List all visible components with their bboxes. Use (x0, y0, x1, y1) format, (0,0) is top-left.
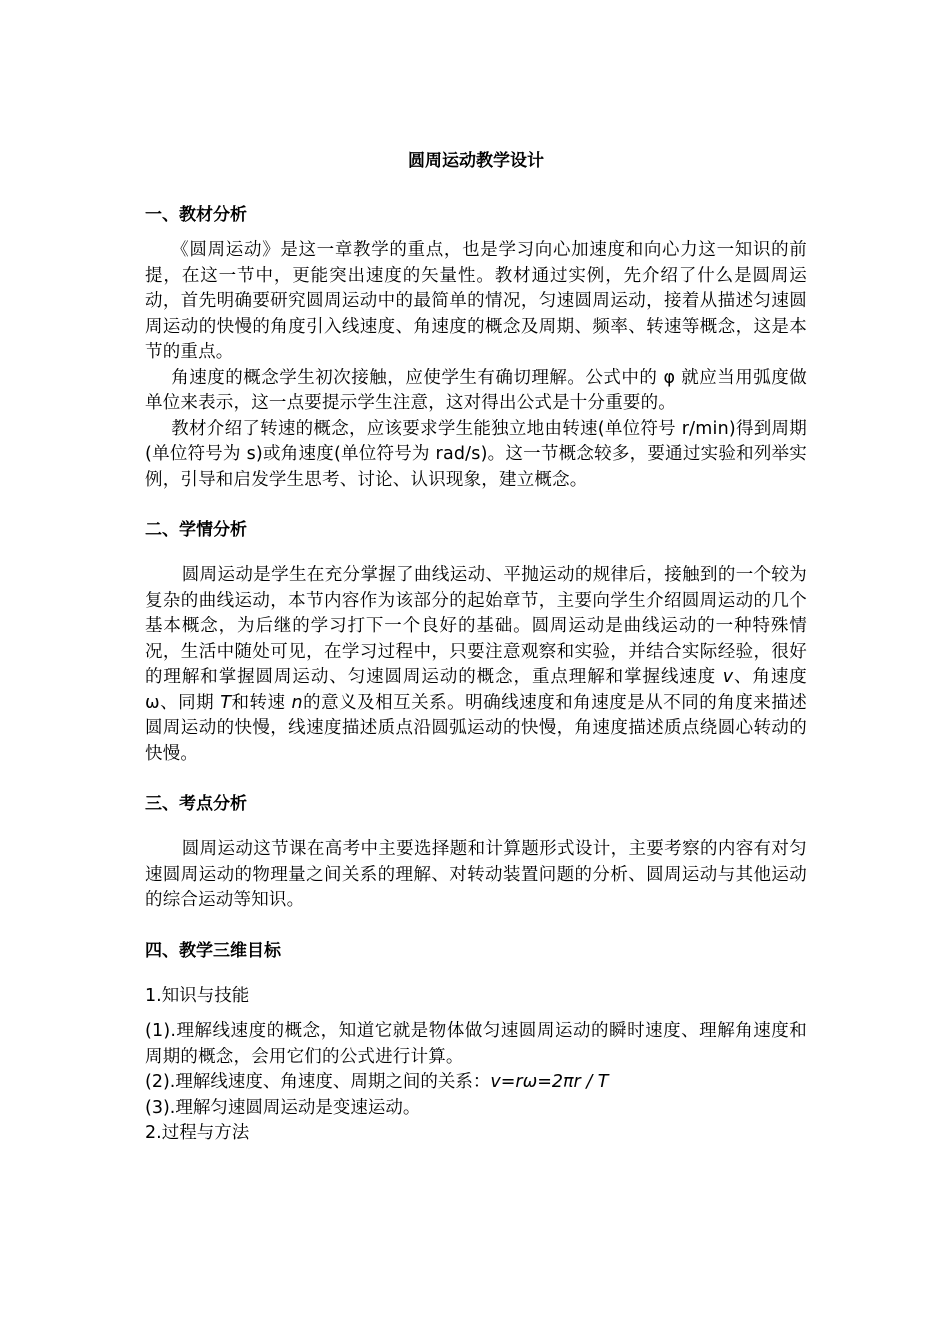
text-run: 的意义及相互关系。明确线速度和角速度是从不同的角度来描述圆周运动的快慢，线速度描述质点沿圆弧运动的快慢，角速度描述质点绕圆心转动的快慢。 (145, 692, 807, 764)
paragraph: 角速度的概念学生初次接触，应使学生有确切理解。公式中的 φ 就应当用弧度做单位来表示，这一点要提示学生注意，这对得出公式是十分重要的。 (145, 367, 807, 413)
symbol-v: v (722, 667, 734, 687)
paragraph: 教材介绍了转速的概念，应该要求学生能独立地由转速(单位符号 r/min)得到周期(单位符号为 s)或角速度(单位符号为 rad/s)。这一节概念较多，要通过实验和列举实例，引导和启发学生思考、讨论、认识现象，建立概念。 (145, 418, 807, 490)
list-item: (3).理解匀速圆周运动是变速运动。 (145, 1097, 421, 1118)
subheading-knowledge-skills: 1.知识与技能 (145, 985, 250, 1006)
section-heading-textbook-analysis: 一、教材分析 (145, 205, 247, 225)
subheading-process-method: 2.过程与方法 (145, 1123, 250, 1143)
text-run: (2).理解线速度、角速度、周期之间的关系： (145, 1072, 491, 1092)
symbol-n: n (291, 692, 303, 713)
document-page (145, 148, 807, 1147)
text-run: 和转速 (231, 692, 292, 713)
list-item (145, 1070, 807, 1096)
symbol-T: T (220, 692, 232, 713)
paragraph: 《圆周运动》是这一章教学的重点，也是学习向心加速度和向心力这一知识的前提，在这一节中，更能突出速度的矢量性。教材通过实例，先介绍了什么是圆周运动，首先明确要研究圆周运动中的最简单的情况，匀速圆周运动，接着从描述匀速圆周运动的快慢的角度引入线速度、角速度的概念及周期、频率、转速等概念，这是本节的重点。 (145, 240, 807, 362)
formula: v=rω=2πr / T (490, 1072, 609, 1092)
list-item: (1).理解线速度的概念，知道它就是物体做匀速圆周运动的瞬时速度、理解角速度和周期的概念，会用它们的公式进行计算。 (145, 1021, 807, 1067)
section-heading-student-analysis: 二、学情分析 (145, 520, 247, 540)
paragraph (145, 563, 807, 767)
section-heading-exam-analysis: 三、考点分析 (145, 794, 247, 814)
section-heading-teaching-goals: 四、教学三维目标 (145, 940, 281, 961)
text-run: 、角速度 ω、同期 (145, 667, 807, 713)
paragraph: 圆周运动这节课在高考中主要选择题和计算题形式设计，主要考察的内容有对匀速圆周运动的物理量之间关系的理解、对转动装置问题的分析、圆周运动与其他运动的综合运动等知识。 (145, 839, 807, 910)
text-run: 圆周运动是学生在充分掌握了曲线运动、平抛运动的规律后，接触到的一个较为复杂的曲线运动，本节内容作为该部分的起始章节，主要向学生介绍圆周运动的几个基本概念，为后继的学习打下一个良好的基础。圆周运动是曲线运动的一种特殊情况，生活中随处可见，在学习过程中，只要注意观察和实验，并结合实际经验，很好的理解和掌握圆周运动、匀速圆周运动的概念，重点理解和掌握线速度 (145, 565, 807, 687)
document-title: 圆周运动教学设计 (408, 151, 544, 171)
